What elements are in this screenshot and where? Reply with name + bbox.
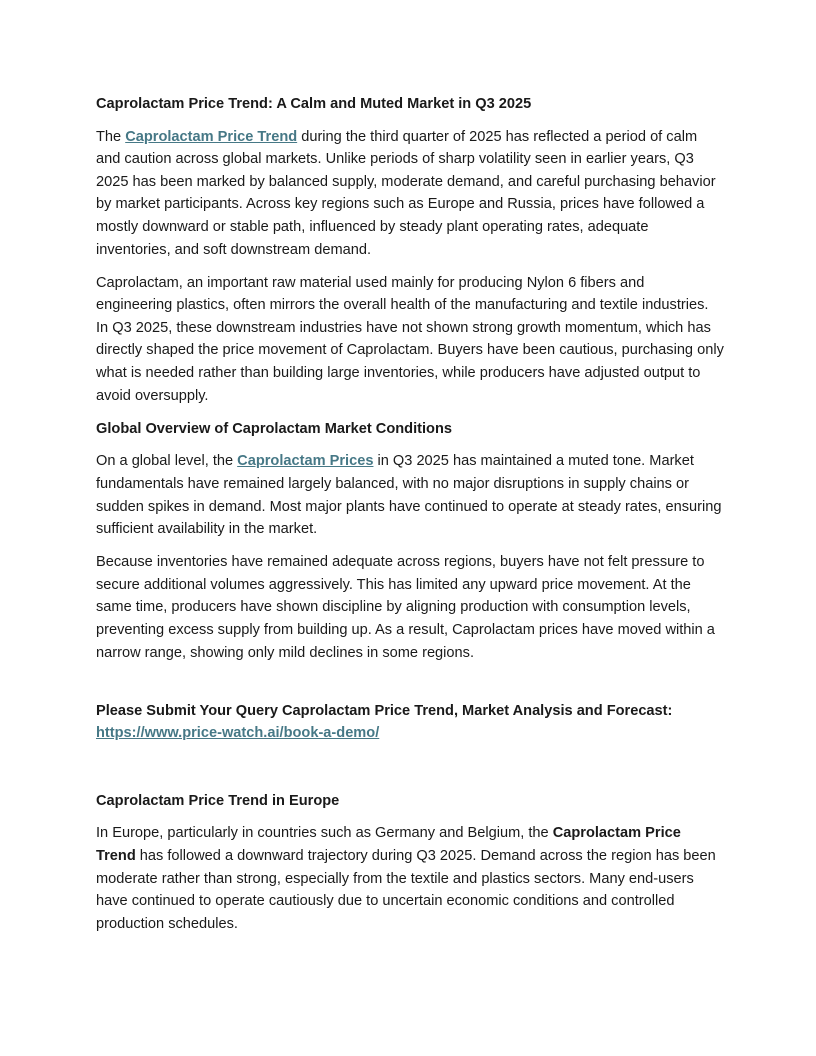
intro-text-post: during the third quarter of 2025 has reflected a period of calm and caution across global markets. Unlike periods of sharp volatility seen in earlier years, Q3 2025 has been marked by balanced supply, moderate demand, and careful purchasing behavior by market participants. Across key regions such as Europe and Russia, prices have followed a mostly downward or stable path, influenced by steady plant operating rates, adequate inventories, and soft downstream demand. [96, 128, 716, 258]
europe-bold-term: Caprolactam Price Trend [96, 825, 681, 865]
section-heading-europe: Caprolactam Price Trend in Europe [96, 792, 340, 809]
intro-text-pre: The [96, 128, 126, 145]
spacer [96, 745, 724, 790]
section-heading-global-overview: Global Overview of Caprolactam Market Conditions [96, 420, 453, 437]
paragraph-global-level [96, 450, 724, 540]
caprolactam-prices-link[interactable]: Caprolactam Prices [237, 453, 374, 470]
spacer [96, 675, 724, 700]
paragraph-europe [96, 822, 724, 935]
europe-text-post: has followed a downward trajectory during Q3 2025. Demand across the region has been moderate rather than strong, especially from the textile and plastics sectors. Many end-users have continued to operate cautiously due to uncertain economic conditions and controlled production schedules. [96, 848, 716, 932]
europe-text-pre: In Europe, particularly in countries such as Germany and Belgium, the [96, 825, 553, 842]
book-demo-link[interactable]: https://www.price-watch.ai/book-a-demo/ [96, 725, 380, 742]
query-callout [96, 700, 724, 745]
section-heading-calm-market: Caprolactam Price Trend: A Calm and Muted Market in Q3 2025 [96, 96, 532, 112]
document-page [96, 93, 724, 946]
paragraph-intro [96, 126, 724, 262]
caprolactam-price-trend-link[interactable]: Caprolactam Price Trend [125, 128, 298, 145]
global-text-pre: On a global level, the [96, 453, 238, 470]
paragraph-inventories: Because inventories have remained adequate across regions, buyers have not felt pressure to secure additional volumes aggressively. This has limited any upward price movement. At the same time, producers have shown discipline by aligning production with consumption levels, preventing excess supply from building up. As a result, Caprolactam prices have moved within a narrow range, showing only mild declines in some regions. [96, 554, 715, 661]
global-text-post: in Q3 2025 has maintained a muted tone. Market fundamentals have remained largely balanced, with no major disruptions in supply chains or sudden spikes in demand. Most major plants have continued to operate at steady rates, ensuring sufficient availability in the market. [96, 453, 722, 538]
paragraph-raw-material: Caprolactam, an important raw material used mainly for producing Nylon 6 fibers and engineering plastics, often mirrors the overall health of the manufacturing and textile industries. In Q3 2025, these downstream industries have not shown strong growth momentum, which has directly shaped the price movement of Caprolactam. Buyers have been cautious, purchasing only what is needed rather than building large inventories, while producers have adjusted output to avoid oversupply. [96, 274, 724, 404]
query-text: Please Submit Your Query Caprolactam Price Trend, Market Analysis and Forecast: [96, 702, 673, 719]
